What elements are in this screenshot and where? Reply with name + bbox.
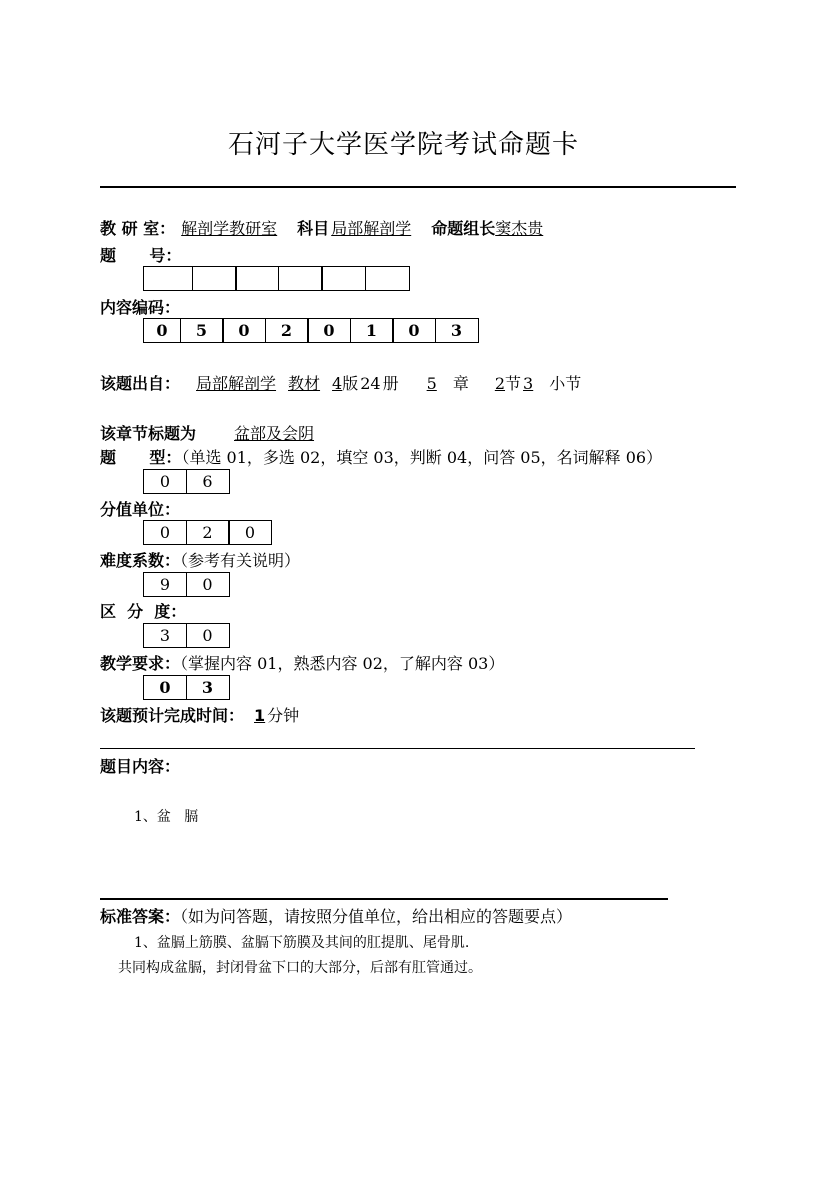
question-number-cell[interactable] xyxy=(365,266,410,291)
answer-label: 标准答案： xyxy=(100,907,181,926)
time-row xyxy=(100,703,299,726)
dept-value: 解剖学教研室 xyxy=(181,219,278,238)
title-divider xyxy=(100,186,736,188)
answer-divider xyxy=(100,898,668,900)
content-divider xyxy=(100,748,695,749)
source-jiaocai: 教材 xyxy=(288,374,321,393)
difficulty-cell: 0 xyxy=(186,572,230,597)
difficulty-cell: 9 xyxy=(143,572,187,597)
question-number-boxes xyxy=(143,266,410,291)
source-row xyxy=(100,371,581,394)
content-code-cell: 0 xyxy=(222,318,266,343)
discrimination-boxes xyxy=(143,623,230,648)
discrimination-cell: 3 xyxy=(143,623,187,648)
page-title: 石河子大学医学院考试命题卡 xyxy=(228,130,580,160)
question-type-cell: 6 xyxy=(186,469,230,494)
dept-label: 教 研 室： xyxy=(100,219,176,238)
discrimination-label: 区 分 度： xyxy=(100,602,187,621)
question-type-label: 题 型： xyxy=(100,448,182,467)
source-edition: 4 xyxy=(332,374,343,393)
question-number-cell[interactable] xyxy=(192,266,237,291)
answer-row xyxy=(100,904,572,927)
subject-value: 局部解剖学 xyxy=(331,219,412,238)
source-volume: 24 xyxy=(360,374,381,393)
leader-value: 窦杰贵 xyxy=(495,219,544,238)
difficulty-row xyxy=(100,548,300,571)
question-type-hint: （单选 01，多选 02，填空 03，判断 04，问答 05，名词解释 06） xyxy=(181,448,663,467)
content-code-cell: 2 xyxy=(265,318,309,343)
answer-line-2: 共同构成盆膈，封闭骨盆下口的大部分，后部有肛管通过。 xyxy=(118,960,482,976)
score-unit-label: 分值单位： xyxy=(100,500,181,519)
source-chapter: 5 xyxy=(426,374,437,393)
source-book: 局部解剖学 xyxy=(196,374,277,393)
subject-label: 科目 xyxy=(297,219,330,238)
teaching-req-hint: （掌握内容 01，熟悉内容 02，了解内容 03） xyxy=(180,654,505,673)
question-number-cell[interactable] xyxy=(143,266,193,291)
difficulty-hint: （参考有关说明） xyxy=(180,551,301,570)
score-unit-cell: 0 xyxy=(228,520,272,545)
time-unit: 分钟 xyxy=(267,706,300,725)
question-number-label: 题 号： xyxy=(100,246,182,265)
source-subsection: 3 xyxy=(523,374,534,393)
source-jie: 节 xyxy=(505,374,522,393)
content-code-cell: 1 xyxy=(350,318,394,343)
score-unit-boxes xyxy=(143,520,272,545)
score-unit-cell: 2 xyxy=(186,520,230,545)
time-label: 该题预计完成时间： xyxy=(100,706,245,725)
discrimination-cell: 0 xyxy=(186,623,230,648)
content-code-cell: 5 xyxy=(180,318,224,343)
header-row xyxy=(100,216,645,239)
source-label: 该题出自： xyxy=(100,374,181,393)
content-code-label: 内容编码： xyxy=(100,298,181,317)
teaching-req-cell: 0 xyxy=(143,675,187,700)
content-code-cell: 0 xyxy=(143,318,181,343)
answer-hint: （如为问答题，请按照分值单位，给出相应的答题要点） xyxy=(180,907,573,926)
content-code-cell: 3 xyxy=(435,318,479,343)
answer-line-1: 1、盆膈上筋膜、盆膈下筋膜及其间的肛提肌、尾骨肌. xyxy=(134,935,470,951)
teaching-req-label: 教学要求： xyxy=(100,654,181,673)
score-unit-cell: 0 xyxy=(143,520,187,545)
question-number-cell[interactable] xyxy=(321,266,366,291)
content-code-cell: 0 xyxy=(307,318,351,343)
question-type-cell: 0 xyxy=(143,469,187,494)
content-code-boxes xyxy=(143,318,479,343)
question-number-cell[interactable] xyxy=(278,266,323,291)
question-number-cell[interactable] xyxy=(235,266,279,291)
teaching-req-boxes xyxy=(143,675,230,700)
chapter-title-label: 该章节标题为 xyxy=(100,424,197,443)
source-section: 2 xyxy=(494,374,506,393)
chapter-title-value: 盆部及会阴 xyxy=(234,424,315,443)
question-type-row xyxy=(100,445,662,468)
source-zhang: 章 xyxy=(452,374,469,393)
question-type-boxes xyxy=(143,469,230,494)
content-label: 题目内容： xyxy=(100,757,181,776)
teaching-req-row xyxy=(100,651,504,674)
difficulty-boxes xyxy=(143,572,230,597)
question-text: 1、盆 膈 xyxy=(134,809,199,825)
source-ce: 册 xyxy=(382,374,399,393)
time-value: 1 xyxy=(254,706,266,725)
content-code-cell: 0 xyxy=(392,318,436,343)
teaching-req-cell: 3 xyxy=(186,675,230,700)
chapter-title-row xyxy=(100,421,666,444)
difficulty-label: 难度系数： xyxy=(100,551,181,570)
leader-label: 命题组长 xyxy=(431,219,496,238)
source-ban: 版 xyxy=(342,374,359,393)
source-xiaojie: 小节 xyxy=(549,374,582,393)
